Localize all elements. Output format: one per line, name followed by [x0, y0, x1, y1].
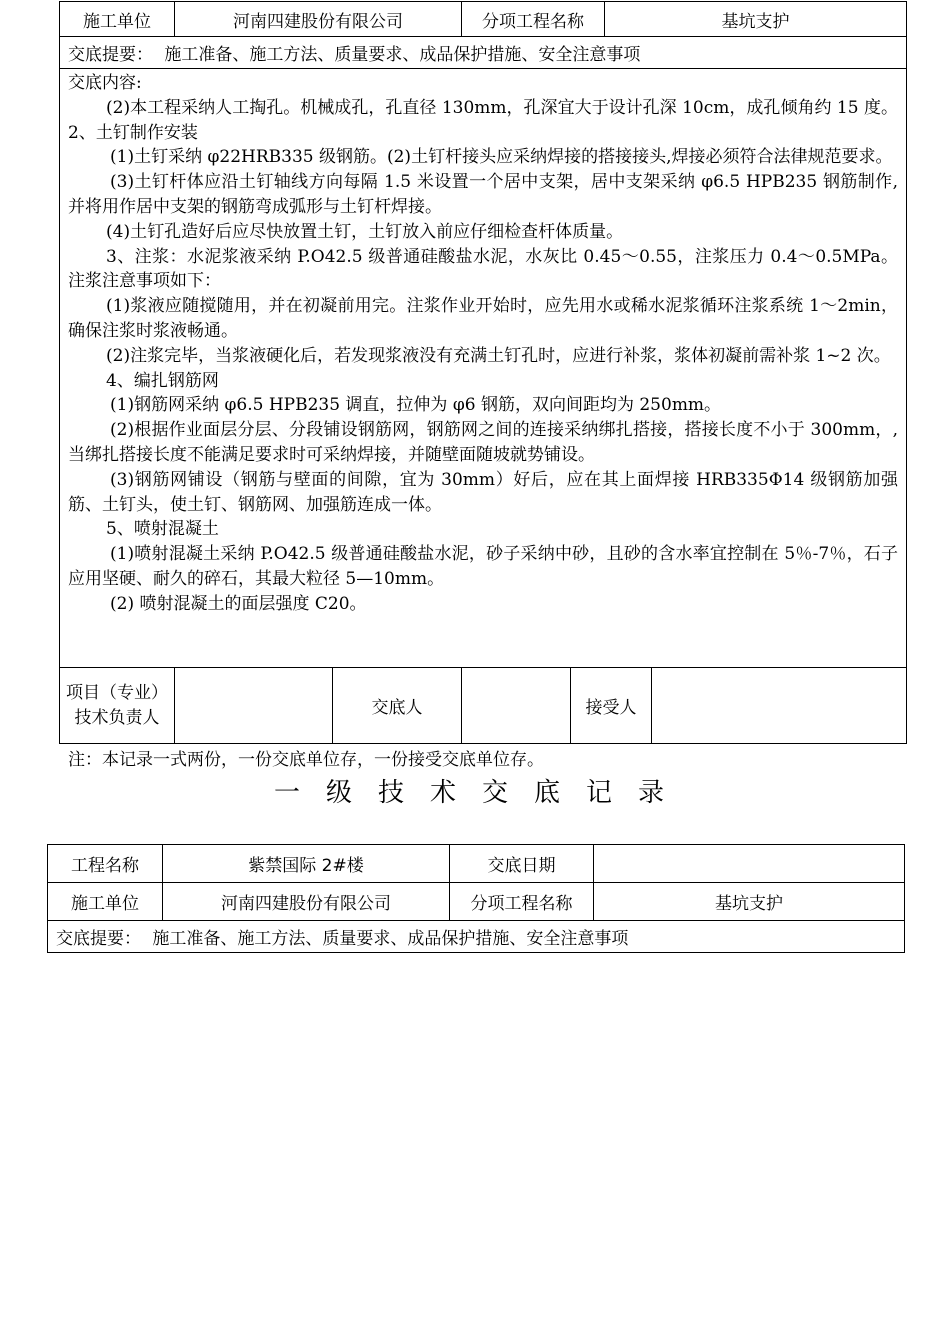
summary-row	[48, 921, 905, 953]
tech-leader-signature[interactable]	[175, 668, 333, 744]
discloser-label: 交底人	[333, 668, 462, 744]
content-row	[60, 69, 907, 668]
record-note: 注：本记录一式两份，一份交底单位存，一份接受交底单位存。	[68, 750, 544, 770]
content-paragraph: (2) 喷射混凝土的面层强度 C20。	[110, 593, 367, 614]
summary-cell	[48, 921, 905, 953]
content-paragraph: (1)喷射混凝土采纳 P.O42.5 级普通硅酸盐水泥，砂子采纳中砂，且砂的含水率宜控制在 5％-7％，石子应用坚硬、耐久的碎石，其最大粒径 5—10mm。	[68, 544, 898, 589]
signature-row	[60, 668, 907, 744]
project-row	[48, 845, 905, 883]
summary-label: 交底提要：	[68, 45, 153, 65]
date-value[interactable]	[594, 845, 905, 883]
receiver-signature[interactable]	[652, 668, 906, 743]
page-title: 一级技术交底记录	[273, 778, 690, 808]
content-paragraph: 3、注浆：水泥浆液采纳 P.O42.5 级普通硅酸盐水泥，水灰比 0.45～0.55，注浆压力 0.4～0.5MPa。注浆注意事项如下：	[68, 246, 898, 292]
receiver-label: 接受人	[571, 668, 652, 743]
content-paragraph: (1)浆液应随搅随用，并在初凝前用完。注浆作业开始时，应先用水或稀水泥浆循环注浆系统 1～2min，确保注浆时浆液畅通。	[68, 296, 898, 341]
discloser-signature[interactable]	[462, 668, 571, 744]
summary-cell	[60, 37, 907, 69]
receiver-cell	[571, 668, 907, 744]
summary-value: 施工准备、施工方法、质量要求、成品保护措施、安全注意事项	[152, 929, 629, 949]
construction-unit-value: 河南四建股份有限公司	[175, 2, 462, 37]
content-paragraph: 4、编扎钢筋网	[106, 370, 219, 391]
content-paragraph: (3)钢筋网铺设（钢筋与壁面的间隙，宜为 30mm）好后，应在其上面焊接 HRB335Φ14 级钢筋加强筋、土钉头，使土钉、钢筋网、加强筋连成一体。	[68, 469, 898, 515]
construction-unit-label: 施工单位	[60, 2, 175, 37]
content-heading: 交底内容:	[68, 73, 142, 93]
sub-project-label: 分项工程名称	[450, 883, 594, 921]
content-paragraph: (1)土钉采纳 φ22HRB335 级钢筋。(2)土钉杆接头应采纳焊接的搭接接头,焊接必须符合法律规范要求。	[110, 147, 893, 168]
tech-leader-label: 项目（专业）技术负责人	[60, 668, 175, 744]
header-row	[60, 2, 907, 37]
construction-unit-value: 河南四建股份有限公司	[163, 883, 450, 921]
date-label: 交底日期	[450, 845, 594, 883]
project-name-value: 紫禁国际 2#楼	[163, 845, 450, 883]
construction-unit-label: 施工单位	[48, 883, 163, 921]
summary-row	[60, 37, 907, 69]
content-cell	[60, 69, 907, 668]
content-paragraph: (1)钢筋网采纳 φ6.5 HPB235 调直，拉伸为 φ6 钢筋，双向间距均为 250mm。	[110, 395, 722, 416]
content-paragraph: (4)土钉孔造好后应尽快放置土钉，土钉放入前应仔细检查杆体质量。	[106, 221, 624, 242]
content-paragraph: (2)根据作业面层分层、分段铺设钢筋网，钢筋网之间的连接采纳绑扎搭接，搭接长度不小于 300mm，,当绑扎搭接长度不能满足要求时可采纳焊接，并随壁面随坡就势铺设。	[68, 420, 898, 465]
sub-project-value: 基坑支护	[605, 2, 907, 37]
summary-value: 施工准备、施工方法、质量要求、成品保护措施、安全注意事项	[164, 45, 641, 65]
content-paragraph: 5、喷射混凝土	[106, 519, 219, 540]
summary-label: 交底提要：	[56, 929, 141, 949]
content-paragraph: (2)本工程采纳人工掏孔。机械成孔，孔直径 130mm，孔深宜大于设计孔深 10cm，成孔倾角约 15 度。2、土钉制作安装	[68, 97, 898, 143]
disclosure-table-continued	[59, 1, 907, 744]
disclosure-table	[47, 844, 905, 953]
project-name-label: 工程名称	[48, 845, 163, 883]
unit-row	[48, 883, 905, 921]
content-paragraph: (3)土钉杆体应沿土钉轴线方向每隔 1.5 米设置一个居中支架，居中支架采纳 φ6.5 HPB235 钢筋制作,并将用作居中支架的钢筋弯成弧形与土钉杆焊接。	[68, 172, 898, 217]
sub-project-label: 分项工程名称	[462, 2, 605, 37]
content-paragraph: (2)注浆完毕，当浆液硬化后，若发现浆液没有充满土钉孔时，应进行补浆，浆体初凝前需补浆 1~2 次。	[106, 345, 891, 366]
sub-project-value: 基坑支护	[594, 883, 905, 921]
